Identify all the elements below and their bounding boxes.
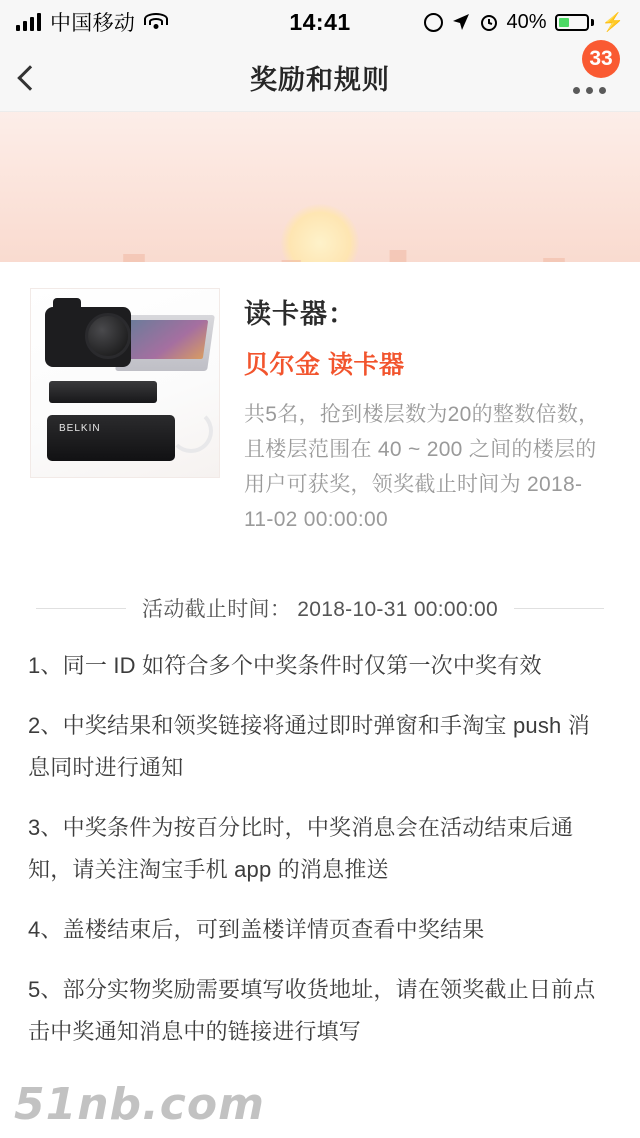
list-item: 2、中奖结果和领奖链接将通过即时弹窗和手淘宝 push 消息同时进行通知: [28, 713, 590, 780]
rules-list: [0, 623, 640, 1053]
skyline-illustration: [0, 232, 640, 262]
list-item: 4、盖楼结束后，可到盖楼详情页查看中奖结果: [28, 917, 485, 942]
carrier-label: 中国移动: [50, 12, 136, 35]
prize-category-title: 读卡器：: [244, 299, 356, 329]
brand-label: BELKIN: [59, 423, 101, 434]
divider-line-right: [514, 608, 604, 609]
deadline-divider: [0, 593, 640, 623]
card-reader-illustration: [49, 381, 157, 403]
list-item: 3、中奖条件为按百分比时，中奖消息会在活动结束后通知，请关注淘宝手机 app 的消息推送: [28, 815, 574, 882]
divider-line-left: [36, 608, 126, 609]
list-item: 5、部分实物奖励需要填写收货地址，请在领奖截止日前点击中奖通知消息中的链接进行填写: [28, 977, 596, 1044]
camera-illustration: [45, 307, 131, 367]
page-title: 奖励和规则: [250, 65, 390, 95]
prize-info: [244, 288, 610, 537]
cable-illustration: [169, 409, 213, 453]
prize-image: [30, 288, 220, 478]
watermark: 51nb.com: [14, 1079, 265, 1130]
charging-bolt-icon: ⚡: [601, 11, 624, 32]
header-banner: [0, 112, 640, 262]
banner-arc-background: [0, 112, 640, 262]
nav-bar: [0, 44, 640, 112]
more-menu-button[interactable]: [554, 44, 624, 112]
power-bank-illustration: [47, 415, 175, 461]
list-item: 1、同一 ID 如符合多个中奖条件时仅第一次中奖有效: [28, 653, 542, 678]
status-bar: [0, 0, 640, 44]
deadline-text: 活动截止时间： 2018-10-31 00:00:00: [142, 598, 498, 621]
notification-badge: 33: [582, 40, 620, 78]
more-dots-icon: [573, 87, 606, 94]
battery-percent-label: 40%: [506, 10, 547, 33]
prize-description: 共5名，抢到楼层数为20的整数倍数，且楼层范围在 40 ~ 200 之间的楼层的用户可获奖，领奖截止时间为 2018-11-02 00:00:00: [244, 403, 600, 531]
status-bar-clock: 14:41: [289, 8, 351, 35]
prize-product-name[interactable]: 贝尔金 读卡器: [244, 351, 405, 379]
prize-card: [0, 262, 640, 547]
